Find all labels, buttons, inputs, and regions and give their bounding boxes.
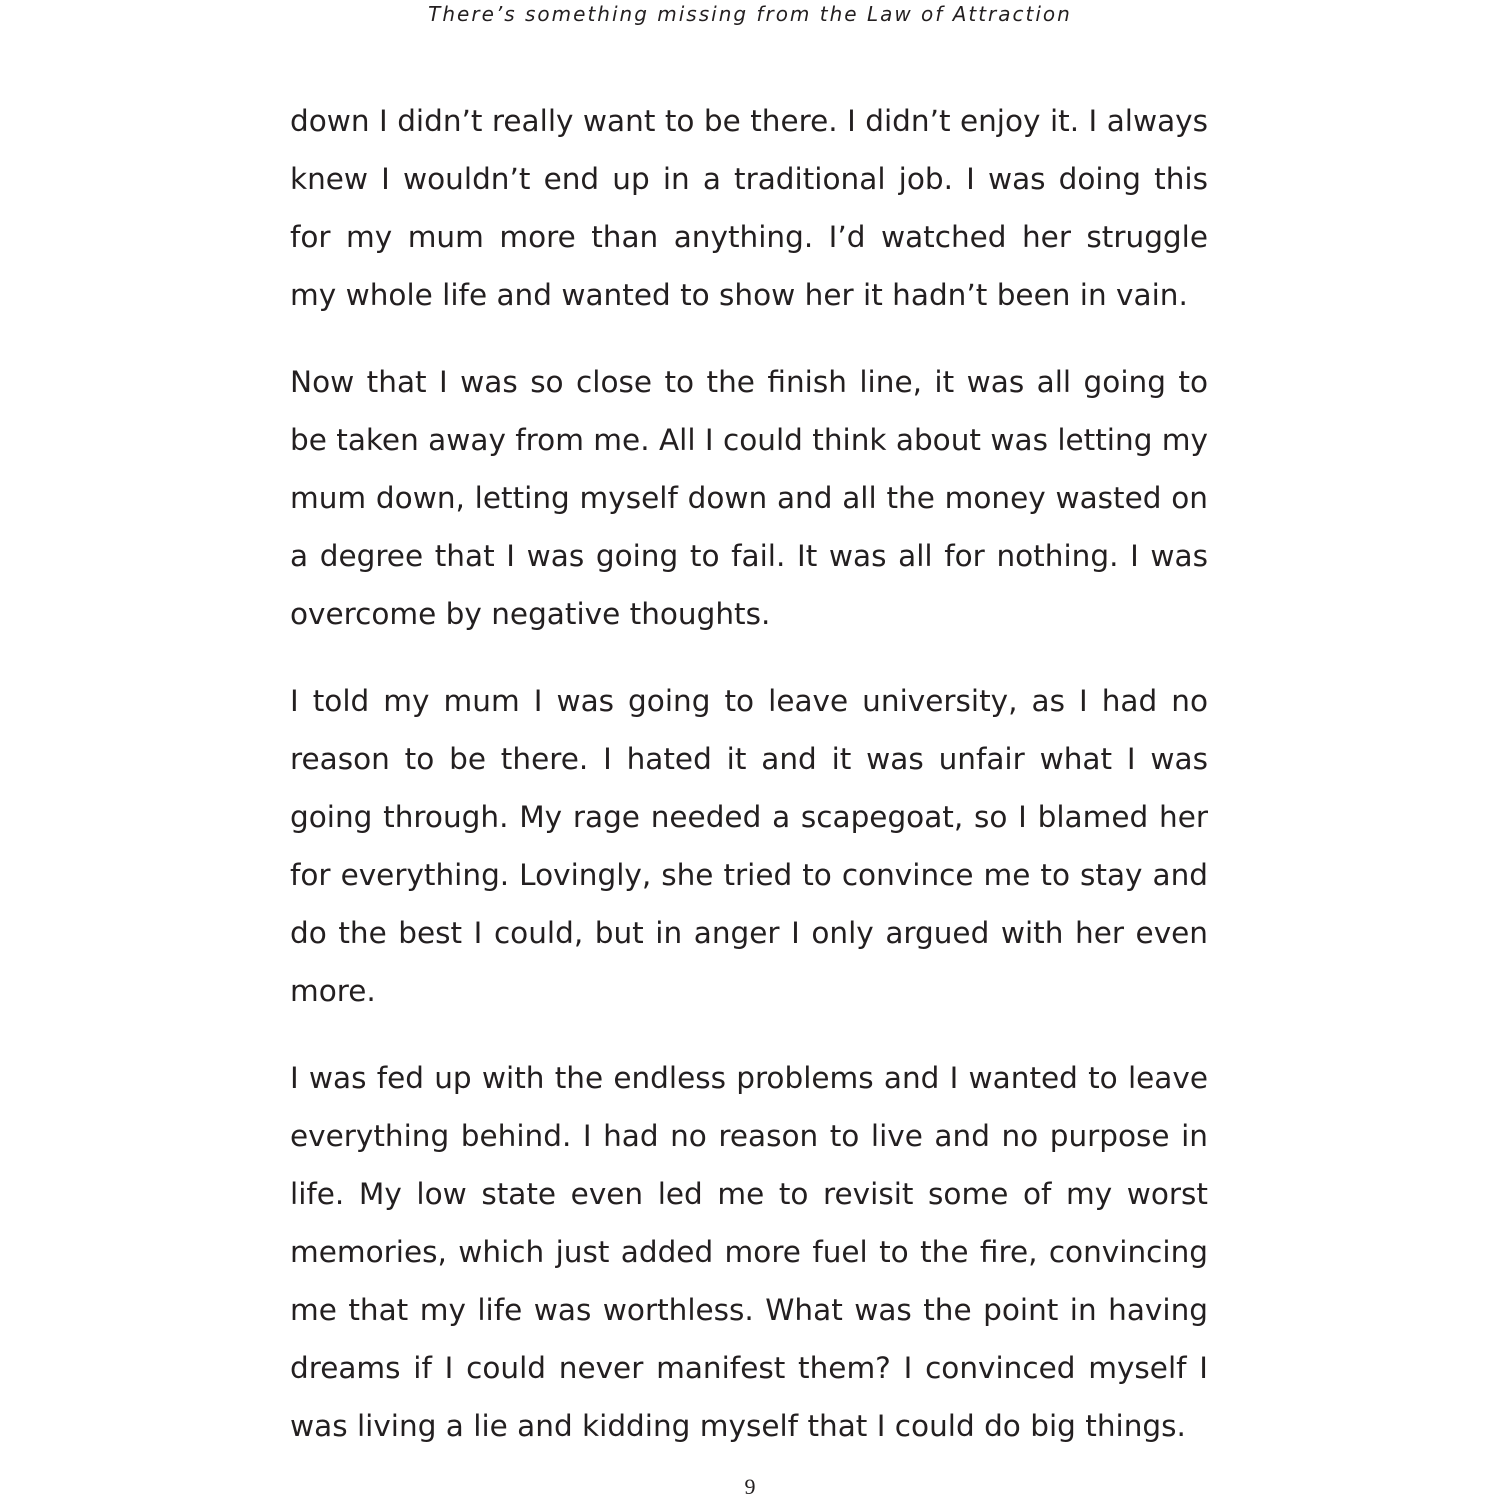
paragraph-3: I told my mum I was going to leave university, as I had no reason to be there. I hated it and it was unfair what I was going through. My rage needed a scapegoat, so I blamed her for everything. Lovingly, she tried to convince me to stay and do the best I could, but in anger I only argued with her even more. — [290, 684, 1208, 1008]
page-number: 9 — [744, 1474, 756, 1499]
paragraph-4: I was fed up with the endless problems and I wanted to leave everything behind. I had no reason to live and no purpose in life. My low state even led me to revisit some of my worst memories, which just added more fuel to the fire, convincing me that my life was worthless. What was the point in having dreams if I could never manifest them? I convinced myself I was living a lie and kidding myself that I could do big things. — [290, 1061, 1208, 1443]
paragraph-2: Now that I was so close to the finish line, it was all going to be taken away from me. All I could think about was letting my mum down, letting myself down and all the money wasted on a degree that I was going to fail. It was all for nothing. I was overcome by negative thoughts. — [290, 365, 1208, 631]
paragraph-1: down I didn’t really want to be there. I didn’t enjoy it. I always knew I wouldn’t end up in a traditional job. I was doing this for my mum more than anything. I’d watched her struggle my whole life and wanted to show her it hadn’t been in vain. — [290, 104, 1208, 312]
body-text — [290, 92, 1208, 1484]
running-header-title: There’s something missing from the Law of Attraction — [428, 2, 1072, 26]
